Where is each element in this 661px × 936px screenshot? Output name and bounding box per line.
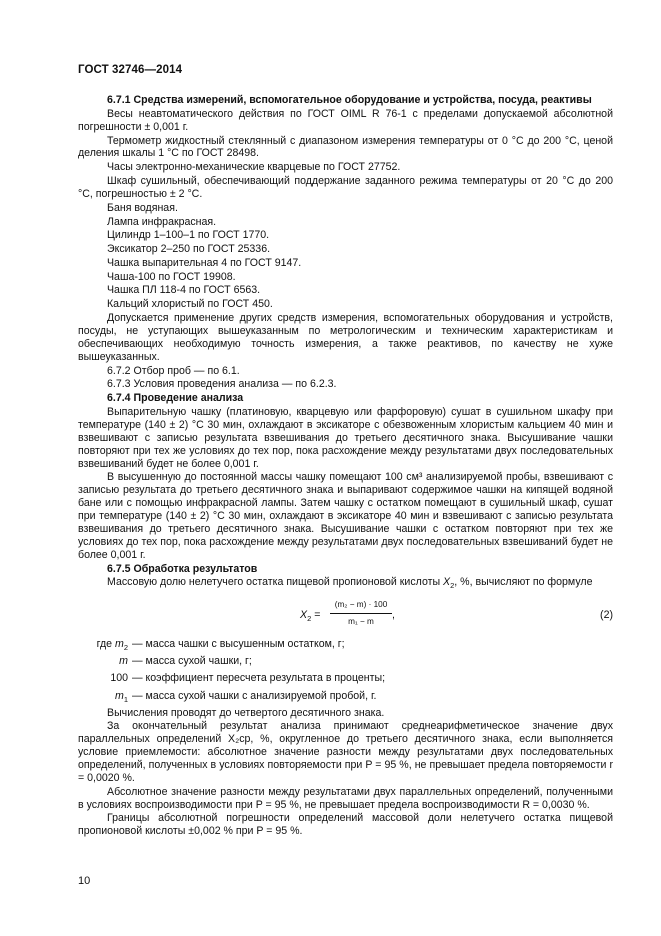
paragraph: Границы абсолютной погрешности определений массовой доли нелетучего остатка пищевой пропионовой кислоты ±0,002 % при P = 95 %. [78, 812, 613, 838]
formula-legend [78, 638, 613, 706]
legend-description: — коэффициент пересчета результата в проценты; [132, 672, 386, 685]
formula-numerator: (m₂ − m) · 100 [330, 599, 392, 614]
paragraph: Термометр жидкостный стеклянный с диапазоном измерения температуры от 0 °C до 200 °C, ценой деления шкалы 1 °C по ГОСТ 28498. [78, 134, 613, 160]
paragraph: Эксикатор 2–250 по ГОСТ 25336. [107, 243, 271, 256]
section-heading: 6.7.1 Средства измерений, вспомогательное оборудование и устройства, посуда, реактивы [107, 94, 592, 106]
legend-lead: где [96, 638, 115, 651]
legend-symbol-text: m [119, 655, 128, 668]
paragraph: Чашка ПЛ 118-4 по ГОСТ 6563. [107, 284, 261, 297]
legend-description: — масса сухой чашки, г; [132, 655, 252, 668]
legend-symbol-text: m [115, 638, 124, 651]
formula-number: (2) [600, 609, 613, 622]
formula-intro-before: Массовую долю нелетучего остатка пищевой пропионовой кислоты [107, 576, 444, 589]
paragraph: Допускается применение других средств измерения, вспомогательных оборудования и устройств, посуды, не уступающих вышеуказанным по метрологическим и техническим характеристикам и обеспечивающих необходимую точность измерения, а также реактивов, по качеству не хуже вышеуказанных. [78, 312, 613, 363]
paragraph: 6.7.2 Отбор проб — по 6.1. [107, 364, 240, 377]
paragraph: 6.7.3 Условия проведения анализа — по 6.2.3. [107, 378, 337, 391]
paragraph: Чаша-100 по ГОСТ 19908. [107, 270, 236, 283]
formula-intro-var: X [443, 576, 451, 589]
legend-row [78, 672, 613, 689]
legend-description: — масса сухой чашки с анализируемой пробой, г. [132, 689, 377, 702]
formula-intro-after: , %, вычисляют по формуле [454, 576, 593, 589]
legend-symbol-text: m [115, 689, 124, 702]
formula-2 [78, 597, 613, 635]
section-heading: 6.7.5 Обработка результатов [107, 562, 258, 575]
document-body [78, 94, 613, 839]
formula-comma: , [392, 609, 395, 622]
paragraph: Лампа инфракрасная. [107, 215, 217, 228]
legend-symbol-sub: 2 [123, 643, 128, 653]
legend-symbol [78, 655, 132, 672]
paragraph: Часы электронно-механические кварцевые по ГОСТ 27752. [107, 161, 401, 174]
section-heading: 6.7.4 Проведение анализа [107, 392, 244, 405]
legend-row [78, 638, 613, 655]
legend-row [78, 690, 613, 707]
legend-description: — масса чашки с высушенным остатком, г; [132, 638, 345, 651]
sections-container [78, 94, 613, 576]
formula-lhs-var: X [300, 609, 308, 622]
paragraph: В высушенную до постоянной массы чашку помещают 100 см³ анализируемой пробы, взвешивают с записью результата до третьего десятичного знака и выпаривают содержимое чашки на кипящей водяной бане или с помощью инфракрасной лампы. Затем чашку с остатком помещают в сушильный шкаф, сушат при температуре (140 ± 2) °C 30 мин, охлаждают в эксикаторе 40 мин и взвешивают с записью результата взвешивания до третьего десятичного знака. Высушивание чашки с остатком повторяют при тех же условиях до тех пор, пока расхождение между результатами двух последовательных взвешиваний будет не более 0,001 г. [78, 471, 613, 561]
formula-intro [78, 576, 613, 593]
legend-symbol [78, 690, 132, 707]
paragraph: Цилиндр 1–100–1 по ГОСТ 1770. [107, 229, 270, 242]
paragraph: Баня водяная. [107, 201, 178, 214]
page-number: 10 [78, 875, 91, 887]
paragraph: Вычисления проводят до четвертого десятичного знака. [107, 706, 385, 719]
closing-paragraphs [78, 707, 613, 839]
legend-symbol-sub: 1 [123, 694, 128, 704]
legend-symbol [78, 638, 132, 655]
formula-fraction [330, 599, 392, 629]
legend-symbol-text: 100 [110, 672, 128, 685]
formula-lhs [300, 609, 320, 626]
formula-intro-sub: 2 [450, 581, 455, 591]
paragraph: Весы неавтоматического действия по ГОСТ OIML R 76-1 с пределами допускаемой абсолютной погрешности ± 0,001 г. [78, 107, 613, 133]
paragraph: Абсолютное значение разности между результатами двух параллельных определений, полученными в условиях воспроизводимости при P = 95 %, не превышает предела воспроизводимости R = 0,0030 %. [78, 785, 613, 811]
formula-lhs-sub: 2 [307, 614, 312, 624]
legend-row [78, 655, 613, 672]
formula-denominator: m₁ − m [348, 617, 374, 627]
paragraph: Шкаф сушильный, обеспечивающий поддержание заданного режима температуры от 20 °C до 200 °C, погрешностью ± 2 °C. [78, 175, 613, 200]
paragraph: Выпарительную чашку (платиновую, кварцевую или фарфоровую) сушат в сушильном шкафу при температуре (140 ± 2) °C 30 мин, охлаждают в эксикаторе с обезвоженным хлористым кальцием 40 мин и взвешивают с записью результата взвешивания до третьего десятичного знака. Высушивание чашки повторяют при тех же условиях до тех пор, пока расхождение между результатами двух последовательных взвешиваний будет не более 0,001 г. [78, 405, 613, 470]
legend-symbol [78, 672, 132, 689]
paragraph: За окончательный результат анализа принимают среднеарифметическое значение двух параллельных определений X₂ср, %, округленное до третьего десятичного знака, если выполняется условие приемлемости: абсолютное значение разности между результатами двух последовательных определений, полученных в условиях повторяемости при P = 95 %, не превышает предела повторяемости r = 0,0020 %. [78, 720, 613, 784]
paragraph: Чашка выпарительная 4 по ГОСТ 9147. [107, 256, 302, 269]
formula-equals: = [311, 609, 321, 622]
paragraph: Кальций хлористый по ГОСТ 450. [107, 298, 273, 311]
page-header-standard: ГОСТ 32746—2014 [78, 64, 183, 76]
